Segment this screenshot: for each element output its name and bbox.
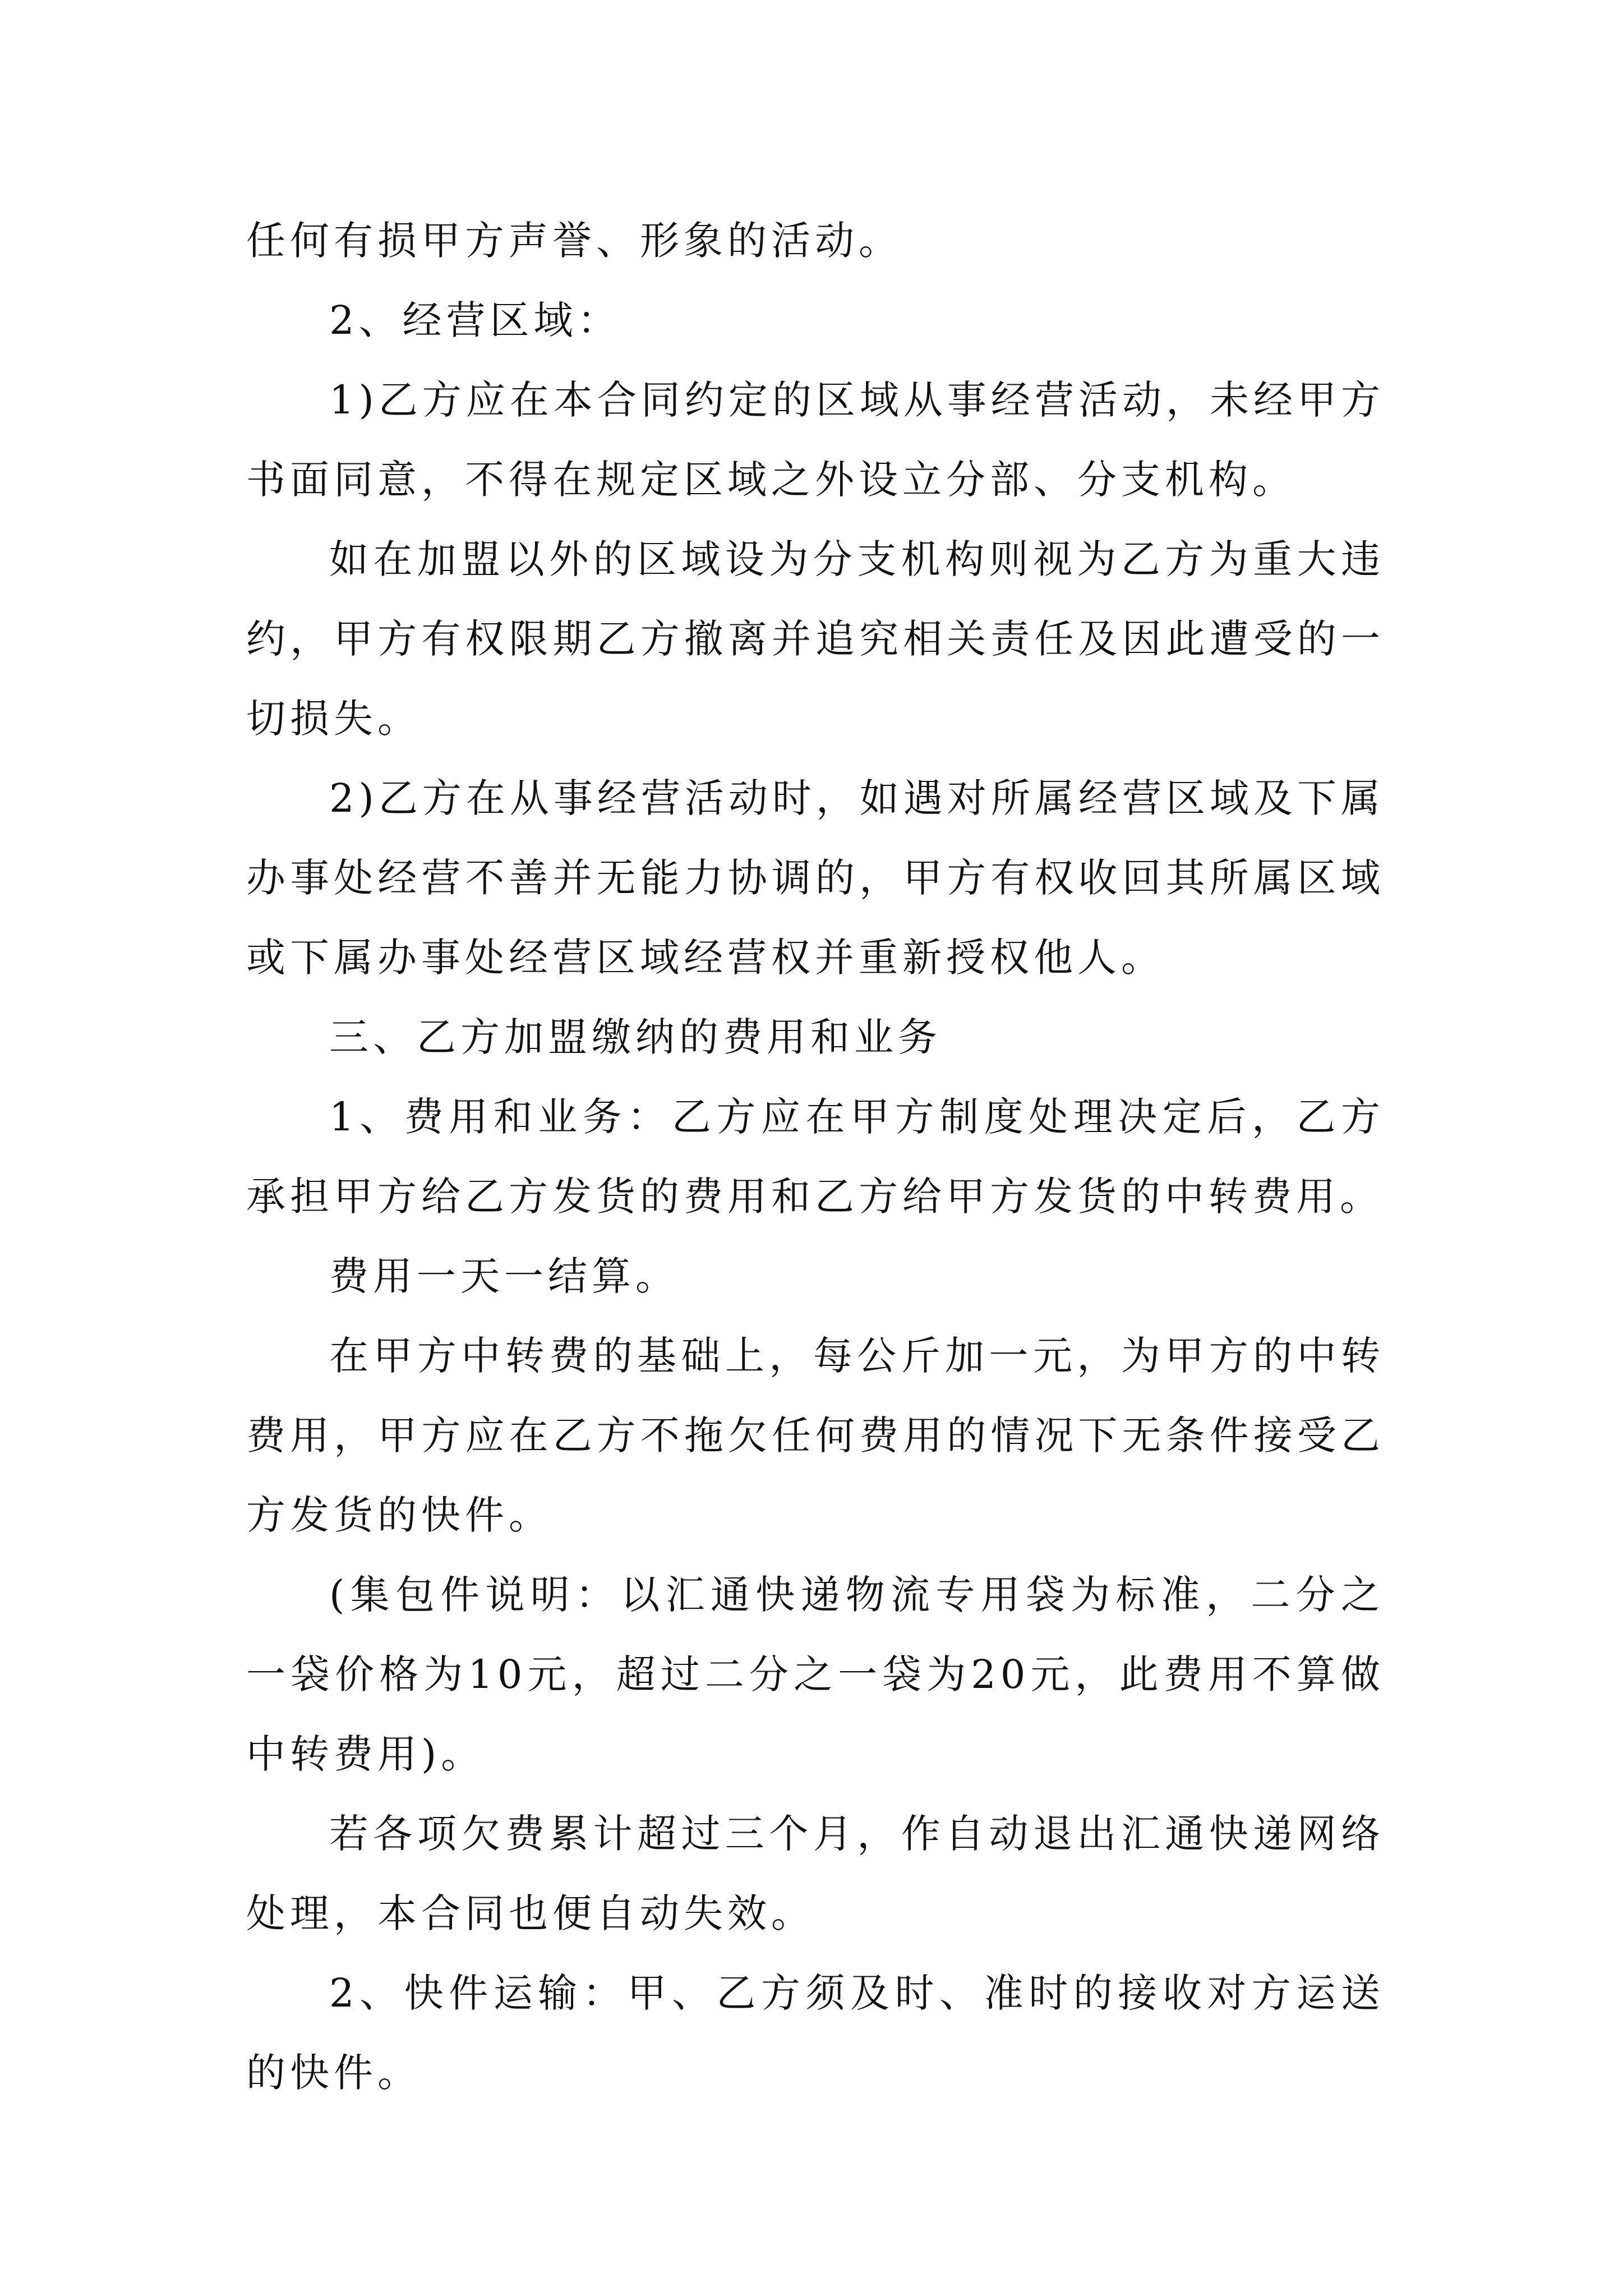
paragraph-4: 如在加盟以外的区域设为分支机构则视为乙方为重大违约，甲方有权限期乙方撤离并追究相关责任及因此遭受的一切损失。 bbox=[246, 536, 1385, 742]
document-body bbox=[246, 201, 1385, 2113]
paragraph-3: 1)乙方应在本合同约定的区域从事经营活动，未经甲方书面同意，不得在规定区域之外设立分部、分支机构。 bbox=[246, 377, 1385, 503]
paragraph-1: 任何有损甲方声誉、形象的活动。 bbox=[246, 218, 902, 264]
paragraph-11: 若各项欠费累计超过三个月，作自动退出汇通快递网络处理，本合同也便自动失效。 bbox=[246, 1811, 1385, 1936]
paragraph-7: 1、费用和业务：乙方应在甲方制度处理决定后，乙方承担甲方给乙方发货的费用和乙方给甲方发货的中转费用。 bbox=[246, 1094, 1385, 1220]
paragraph-8: 费用一天一结算。 bbox=[329, 1253, 679, 1299]
section-heading: 三、乙方加盟缴纳的费用和业务 bbox=[329, 1014, 942, 1060]
paragraph-9: 在甲方中转费的基础上，每公斤加一元，为甲方的中转费用，甲方应在乙方不拖欠任何费用的情况下无条件接受乙方发货的快件。 bbox=[246, 1333, 1385, 1538]
paragraph-2: 2、经营区域： bbox=[329, 297, 621, 343]
paragraph-12: 2、快件运输：甲、乙方须及时、准时的接收对方运送的快件。 bbox=[246, 1970, 1385, 2096]
paragraph-10: (集包件说明：以汇通快递物流专用袋为标准，二分之一袋价格为10元，超过二分之一袋为20元，此费用不算做中转费用)。 bbox=[246, 1572, 1385, 1777]
paragraph-5: 2)乙方在从事经营活动时，如遇对所属经营区域及下属办事处经营不善并无能力协调的，甲方有权收回其所属区域或下属办事处经营区域经营权并重新授权他人。 bbox=[246, 775, 1385, 981]
